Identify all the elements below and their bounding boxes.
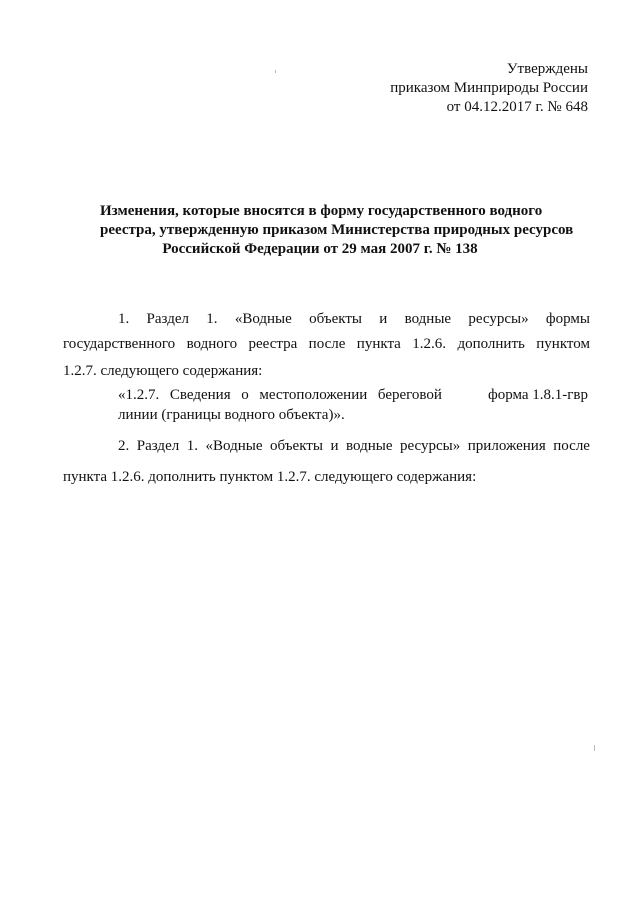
word: объекты	[309, 311, 362, 327]
approval-block	[390, 60, 588, 117]
word: реестра	[248, 336, 298, 352]
word: после	[553, 438, 590, 454]
word: 1.	[206, 311, 218, 327]
word: ресурсы»	[400, 438, 461, 454]
word: и	[330, 438, 339, 454]
word: Раздел	[136, 438, 180, 454]
word: водного	[186, 336, 238, 352]
document-title	[100, 202, 574, 259]
item1-line2	[63, 335, 590, 354]
word: береговой	[377, 387, 442, 403]
word: дополнить	[457, 336, 525, 352]
word: местоположении	[259, 387, 368, 403]
word: и	[379, 311, 388, 327]
item2-line2: пункта 1.2.6. дополнить пунктом 1.2.7. следующего содержания:	[63, 469, 477, 485]
title-line: Изменения, которые вносятся в форму государственного водного	[100, 203, 543, 219]
quote-line1	[118, 386, 442, 405]
word: 2.	[118, 438, 130, 454]
word: формы	[545, 311, 590, 327]
title-line: Российской Федерации от 29 мая 2007 г. № 138	[162, 241, 478, 257]
form-reference: форма 1.8.1-гвр	[488, 387, 589, 403]
word: 1.2.6.	[412, 336, 447, 352]
word: государственного	[63, 336, 176, 352]
item2-line1	[118, 437, 590, 456]
scan-speck	[275, 70, 276, 73]
word: Раздел	[146, 311, 189, 327]
word: Сведения	[169, 387, 231, 403]
approval-line: Утверждены	[506, 61, 588, 77]
title-line: реестра, утвержденную приказом Министерства природных ресурсов	[100, 222, 574, 238]
word: 1.	[186, 438, 198, 454]
word: 1.	[118, 311, 130, 327]
item1-line1	[118, 310, 590, 329]
word: ресурсы»	[468, 311, 529, 327]
word: «Водные	[234, 311, 292, 327]
word: «1.2.7.	[118, 387, 160, 403]
item1-line3: 1.2.7. следующего содержания:	[63, 363, 263, 379]
word: «Водные	[205, 438, 263, 454]
approval-line: приказом Минприроды России	[390, 80, 588, 96]
word: пунктом	[536, 336, 590, 352]
quote-line2: линии (границы водного объекта)».	[118, 407, 345, 423]
word: водные	[346, 438, 393, 454]
scan-speck	[594, 745, 595, 751]
word: о	[241, 387, 249, 403]
word: объекты	[270, 438, 323, 454]
word: после	[308, 336, 346, 352]
word: пункта	[356, 336, 401, 352]
word: водные	[404, 311, 452, 327]
approval-line: от 04.12.2017 г. № 648	[446, 99, 588, 115]
word: приложения	[467, 438, 546, 454]
